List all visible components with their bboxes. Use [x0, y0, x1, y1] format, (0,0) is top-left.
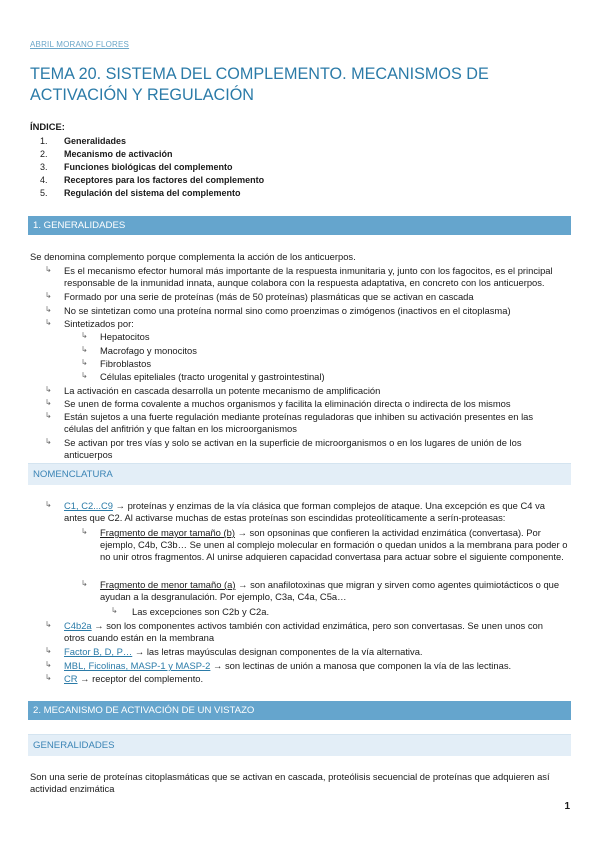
section2-text: Son una serie de proteínas citoplasmáticas que se activan en cascada, proteólisis secuencial de proteínas que adquieren así actividad enzimática [30, 771, 550, 795]
bullet-arrow-icon: ↳ [45, 385, 52, 394]
bullet-arrow-icon: ↳ [45, 398, 52, 407]
bullet-arrow-icon: ↳ [81, 579, 88, 588]
section1-intro: Se denomina complemento porque complementa la acción de los anticuerpos. [30, 251, 356, 262]
section-heading-generalidades: 1. GENERALIDADES [28, 216, 571, 235]
term-link-c1-c9[interactable]: C1, C2...C9 [64, 500, 113, 511]
term-link-factor[interactable]: Factor B, D, P… [64, 646, 133, 657]
term-fragment-b: Fragmento de mayor tamaño (b) [100, 527, 235, 538]
bullet-arrow-icon: ↳ [45, 660, 52, 669]
term-link-cr[interactable]: CR [64, 673, 78, 684]
bullet-arrow-icon: ↳ [81, 331, 88, 340]
toc-item: 4. Receptores para los factores del complemento [40, 175, 265, 186]
toc-item: 1. Generalidades [40, 136, 127, 146]
subheading-generalidades: GENERALIDADES [28, 734, 571, 756]
bullet-arrow-icon: ↳ [45, 291, 52, 300]
document-title: TEMA 20. SISTEMA DEL COMPLEMENTO. MECANISMOS DE ACTIVACIÓN Y REGULACIÓN [30, 65, 489, 104]
bullet-arrow-icon: ↳ [81, 358, 88, 367]
term-fragment-a: Fragmento de menor tamaño (a) [100, 579, 236, 590]
bullet-arrow-icon: ↳ [45, 620, 52, 629]
bullet-arrow-icon: ↳ [111, 606, 118, 615]
bullet-arrow-icon: ↳ [45, 305, 52, 314]
term-link-mbl[interactable]: MBL, Ficolinas, MASP-1 y MASP-2 [64, 660, 211, 671]
bullet-arrow-icon: ↳ [81, 527, 88, 536]
subheading-nomenclatura: NOMENCLATURA [28, 463, 571, 485]
author-name: ABRIL MORANO FLORES [30, 40, 130, 49]
toc-item: 5. Regulación del sistema del complemento [40, 188, 241, 199]
index-label: ÍNDICE: [30, 121, 65, 132]
toc-item: 2. Mecanismo de activación [40, 149, 173, 160]
page-number: 1 [564, 801, 570, 812]
section-heading-mecanismo: 2. MECANISMO DE ACTIVACIÓN DE UN VISTAZO [28, 701, 571, 720]
bullet-arrow-icon: ↳ [81, 345, 88, 354]
bullet-arrow-icon: ↳ [45, 500, 52, 509]
table-of-contents [40, 135, 264, 200]
bullet-arrow-icon: ↳ [45, 265, 52, 274]
term-link-c4b2a[interactable]: C4b2a [64, 620, 92, 631]
toc-item: 3. Funciones biológicas del complemento [40, 162, 233, 173]
bullet-arrow-icon: ↳ [81, 371, 88, 380]
bullet-arrow-icon: ↳ [45, 411, 52, 420]
bullet-arrow-icon: ↳ [45, 646, 52, 655]
bullet-arrow-icon: ↳ [45, 318, 52, 327]
bullet-arrow-icon: ↳ [45, 437, 52, 446]
bullet-arrow-icon: ↳ [45, 673, 52, 682]
